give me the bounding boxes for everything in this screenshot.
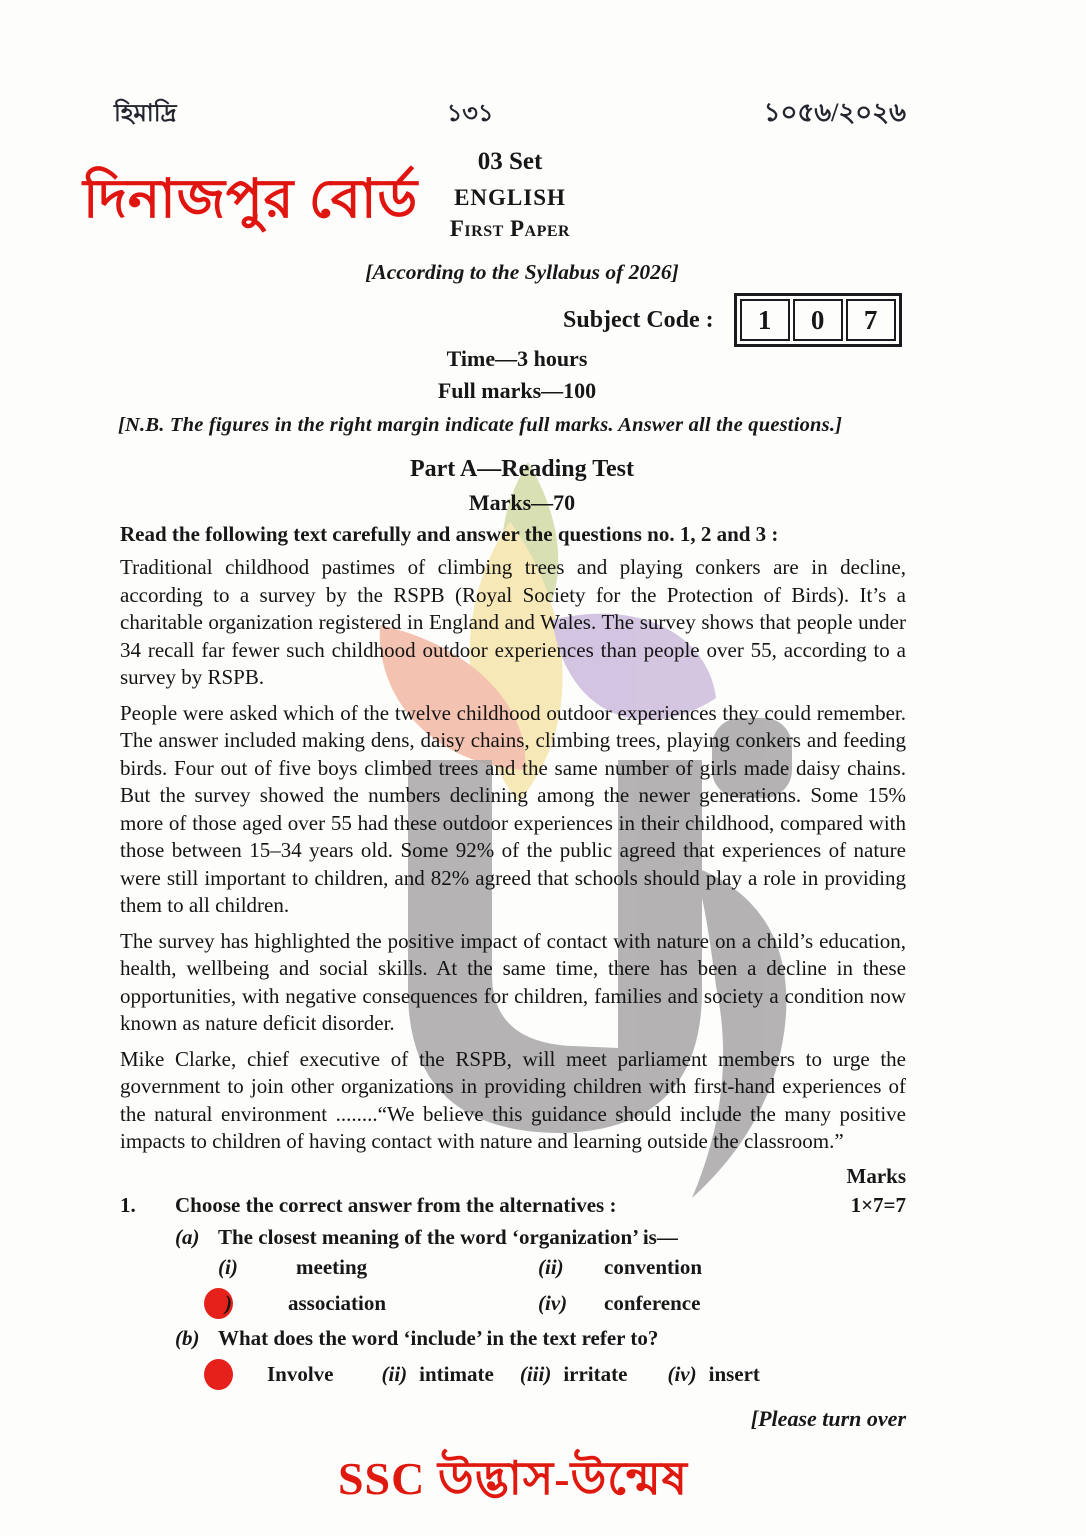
syllabus-note: [According to the Syllabus of 2026]	[365, 260, 679, 284]
option-a-i	[218, 1255, 538, 1280]
passage-paragraph-1: Traditional childhood pastimes of climbing trees and playing conkers are in decline, according to a survey by the RSPB (Royal Society for the Protection of Birds). It’s a charitable organization registered in England and Wales. The survey shows that people under 34 recall far fewer such childhood outdoor experiences than people over 55, according to a survey by RSPB.	[120, 555, 906, 689]
option-b-iii-label: (iii)	[519, 1361, 552, 1386]
paper-title: First Paper	[449, 216, 571, 241]
part-a-title: Part A—Reading Test	[409, 456, 634, 482]
section-marks: Marks—70	[468, 490, 576, 515]
option-b-iii-text: irritate	[563, 1361, 628, 1386]
subject-code-box	[734, 293, 902, 347]
reading-instruction: Read the following text carefully and answer the questions no. 1, 2 and 3 :	[120, 522, 779, 546]
sub-question-b-text: What does the word ‘include’ in the text refer to?	[218, 1325, 659, 1350]
sub-question-a-options	[218, 1255, 906, 1319]
marks-column-header: Marks	[846, 1163, 906, 1188]
question-1-row	[120, 1193, 906, 1218]
sub-question-b-options	[204, 1359, 906, 1390]
subject-code-label: Subject Code :	[563, 306, 714, 333]
option-b-ii-text: intimate	[419, 1361, 494, 1386]
option-a-iv-label: (iv)	[538, 1290, 568, 1315]
option-a-iii	[218, 1288, 538, 1319]
sub-question-a	[175, 1225, 906, 1250]
option-a-i-label: (i)	[218, 1254, 238, 1279]
passage-paragraph-3: The survey has highlighted the positive impact of contact with nature on a child’s education, health, wellbeing and social skills. At the same time, there has been a decline in these opportunities, with negative consequences for children, families and society a condition now known as nature deficit disorder.	[120, 928, 906, 1035]
nb-note: [N.B. The figures in the right margin indicate full marks. Answer all the questions.]	[118, 414, 843, 436]
sub-question-b-label: (b)	[175, 1325, 200, 1350]
subject-code-row	[563, 293, 902, 347]
paper-head	[380, 148, 640, 242]
question-number: 1.	[120, 1192, 136, 1217]
board-title: দিনাজপুর বোর্ড	[83, 169, 419, 229]
reading-test-body	[120, 522, 906, 1520]
sub-question-a-label: (a)	[175, 1224, 200, 1249]
sub-question-a-text: The closest meaning of the word ‘organization’ is—	[218, 1224, 678, 1249]
ref-number: ১০৫৬/২০২৬	[763, 98, 906, 127]
code-digit-2: 0	[793, 299, 843, 341]
option-b-ii-label: (ii)	[381, 1361, 408, 1386]
option-a-iii-label-remnant: )	[225, 1290, 232, 1315]
option-a-ii	[538, 1255, 906, 1280]
top-meta-row	[114, 92, 906, 136]
option-b-iv-label: (iv)	[667, 1361, 697, 1386]
brand-footer: SSC উদ্ভাস-উন্মেষ	[337, 1452, 689, 1504]
option-a-ii-label: (ii)	[538, 1254, 564, 1279]
please-turn-over: [Please turn over	[750, 1405, 906, 1431]
option-b-i-text: Involve	[267, 1361, 334, 1386]
code-digit-1: 1	[740, 299, 790, 341]
question-stem: Choose the correct answer from the alternatives :	[175, 1192, 617, 1217]
page-number: ১৩১	[446, 101, 494, 127]
set-label: 03 Set	[477, 148, 543, 175]
option-a-ii-text: convention	[604, 1254, 703, 1279]
option-b-iv-text: insert	[708, 1361, 760, 1386]
subject-title: ENGLISH	[454, 185, 566, 210]
passage-paragraph-4: Mike Clarke, chief executive of the RSPB, will meet parliament members to urge the government to join other organizations in providing children with first-hand experiences of the natural environment ........“We believe this guidance should include the many positive impacts to children of having contact with nature and learning outside the classroom.”	[120, 1046, 906, 1153]
full-marks-line: Full marks—100	[437, 378, 597, 403]
sub-question-b	[175, 1326, 906, 1351]
code-digit-3: 7	[846, 299, 896, 341]
option-a-iii-text: association	[288, 1290, 387, 1315]
student-name: হিমাদ্রি	[114, 101, 177, 127]
option-a-iv	[538, 1288, 906, 1319]
passage-paragraph-2: People were asked which of the twelve childhood outdoor experiences they could remember. The answer included making dens, daisy chains, climbing trees, playing conkers and feeding birds. Four out of five boys climbed trees and the same number of girls made daisy chains. But the survey showed the numbers declining among the newer generations. Some 15% more of those aged over 55 had these outdoor experiences in their childhood, compared with those between 15–34 years old. Some 92% of the public agreed that experiences of nature were still important to children, and 82% agreed that schools should play a role in providing them to all children.	[120, 700, 906, 917]
option-a-iv-text: conference	[604, 1290, 701, 1315]
option-a-i-text: meeting	[296, 1254, 368, 1279]
reading-passage	[120, 554, 906, 1156]
time-line: Time—3 hours	[446, 346, 588, 371]
question-marks: 1×7=7	[850, 1192, 906, 1217]
answer-marker-icon	[204, 1359, 233, 1390]
